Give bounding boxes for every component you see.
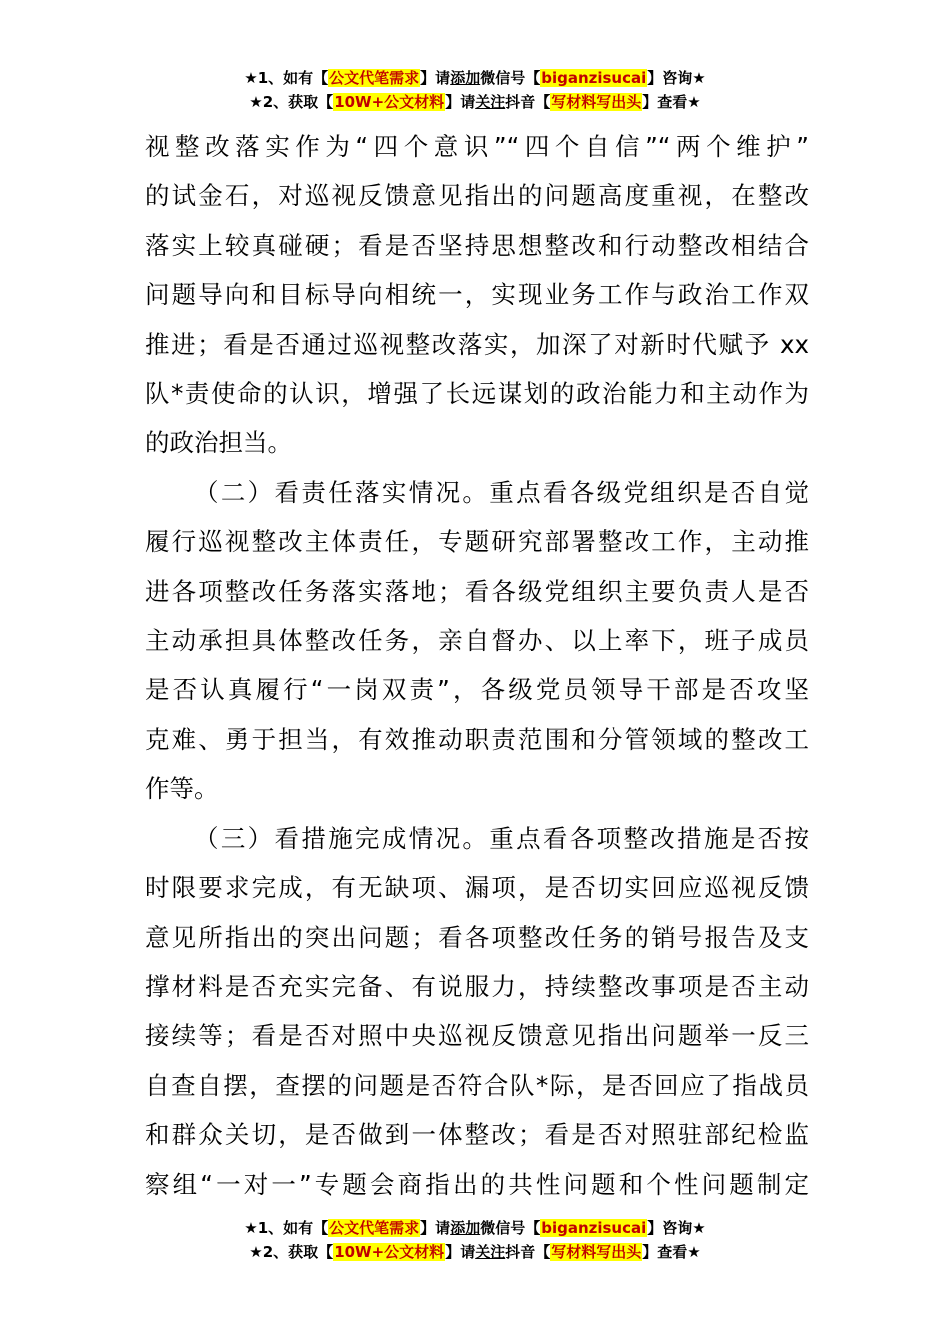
text-line: 撑材料是否充实完备、有说服力，持续整改事项是否主动 <box>145 971 809 1001</box>
header-banner <box>0 66 950 114</box>
banner-text: ★2、获取【 <box>249 93 334 111</box>
paragraph-heading-line: （二）看责任落实情况。重点看各级党组织是否自觉 <box>194 477 809 507</box>
banner-text: 】查看★ <box>642 93 701 111</box>
text-line: 履行巡视整改主体责任，专题研究部署整改工作，主动推 <box>145 527 809 557</box>
banner-text: 】咨询★ <box>647 69 706 87</box>
banner-highlight: 写材料写出头 <box>551 1243 642 1261</box>
text-line: 作等。 <box>145 774 219 804</box>
text-line: 视整改落实作为“四个意识”“四个自信”“两个维护” <box>145 132 809 161</box>
banner-text: 抖音【 <box>505 1243 551 1261</box>
banner-underline: 添加 <box>450 1219 481 1237</box>
banner-text: ★1、如有【 <box>244 69 329 87</box>
banner-text: 】请 <box>420 1219 451 1237</box>
banner-highlight: 10W+公文材料 <box>334 93 445 111</box>
banner-highlight: biganzisucai <box>541 1219 647 1237</box>
text-line: 进各项整改任务落实落地；看各级党组织主要负责人是否 <box>145 576 809 606</box>
banner-text: ★2、获取【 <box>249 1243 334 1261</box>
text-line: 时限要求完成，有无缺项、漏项，是否切实回应巡视反馈 <box>145 873 809 903</box>
text-line: 的试金石，对巡视反馈意见指出的问题高度重视，在整改 <box>145 181 809 211</box>
banner-underline: 关注 <box>475 93 506 111</box>
banner-text: ★1、如有【 <box>244 1219 329 1237</box>
text-line: 接续等；看是否对照中央巡视反馈意见指出问题举一反三 <box>145 1021 809 1051</box>
text-line: 主动承担具体整改任务，亲自督办、以上率下，班子成员 <box>145 626 809 656</box>
banner-text: 】请 <box>420 69 451 87</box>
banner-highlight: 公文代笔需求 <box>329 69 420 87</box>
banner-text: 抖音【 <box>505 93 551 111</box>
banner-text: 微信号【 <box>480 69 541 87</box>
banner-highlight: 写材料写出头 <box>551 93 642 111</box>
banner-text: 】查看★ <box>642 1243 701 1261</box>
text-line: 自查自摆，查摆的问题是否符合队*际，是否回应了指战员 <box>145 1070 809 1100</box>
banner-line-2 <box>0 1240 950 1264</box>
footer-banner <box>0 1216 950 1264</box>
text-line: 落实上较真碰硬；看是否坚持思想整改和行动整改相结合 <box>145 230 809 260</box>
banner-line-1 <box>0 66 950 90</box>
text-line: 和群众关切，是否做到一体整改；看是否对照驻部纪检监 <box>145 1120 809 1150</box>
text-line: 察组“一对一”专题会商指出的共性问题和个性问题制定 <box>145 1169 809 1199</box>
banner-text: 】咨询★ <box>647 1219 706 1237</box>
document-body <box>145 122 809 1209</box>
text-line: 问题导向和目标导向相统一，实现业务工作与政治工作双 <box>145 280 809 310</box>
banner-underline: 添加 <box>450 69 481 87</box>
banner-line-1 <box>0 1216 950 1240</box>
text-line: 是否认真履行“一岗双责”，各级党员领导干部是否攻坚 <box>145 675 809 705</box>
text-line: 的政治担当。 <box>145 428 292 458</box>
banner-highlight: biganzisucai <box>541 69 647 87</box>
banner-highlight: 10W+公文材料 <box>334 1243 445 1261</box>
banner-underline: 关注 <box>475 1243 506 1261</box>
text-line: 推进；看是否通过巡视整改落实，加深了对新时代赋予 xx <box>145 329 809 359</box>
banner-text: 】请 <box>445 1243 476 1261</box>
text-line: 意见所指出的突出问题；看各项整改任务的销号报告及支 <box>145 922 809 952</box>
banner-line-2 <box>0 90 950 114</box>
paragraph-heading-line: （三）看措施完成情况。重点看各项整改措施是否按 <box>194 823 809 853</box>
banner-highlight: 公文代笔需求 <box>329 1219 420 1237</box>
banner-text: 微信号【 <box>480 1219 541 1237</box>
text-line: 队*责使命的认识，增强了长远谋划的政治能力和主动作为 <box>145 379 809 409</box>
text-line: 克难、勇于担当，有效推动职责范围和分管领域的整改工 <box>145 724 809 754</box>
banner-text: 】请 <box>445 93 476 111</box>
